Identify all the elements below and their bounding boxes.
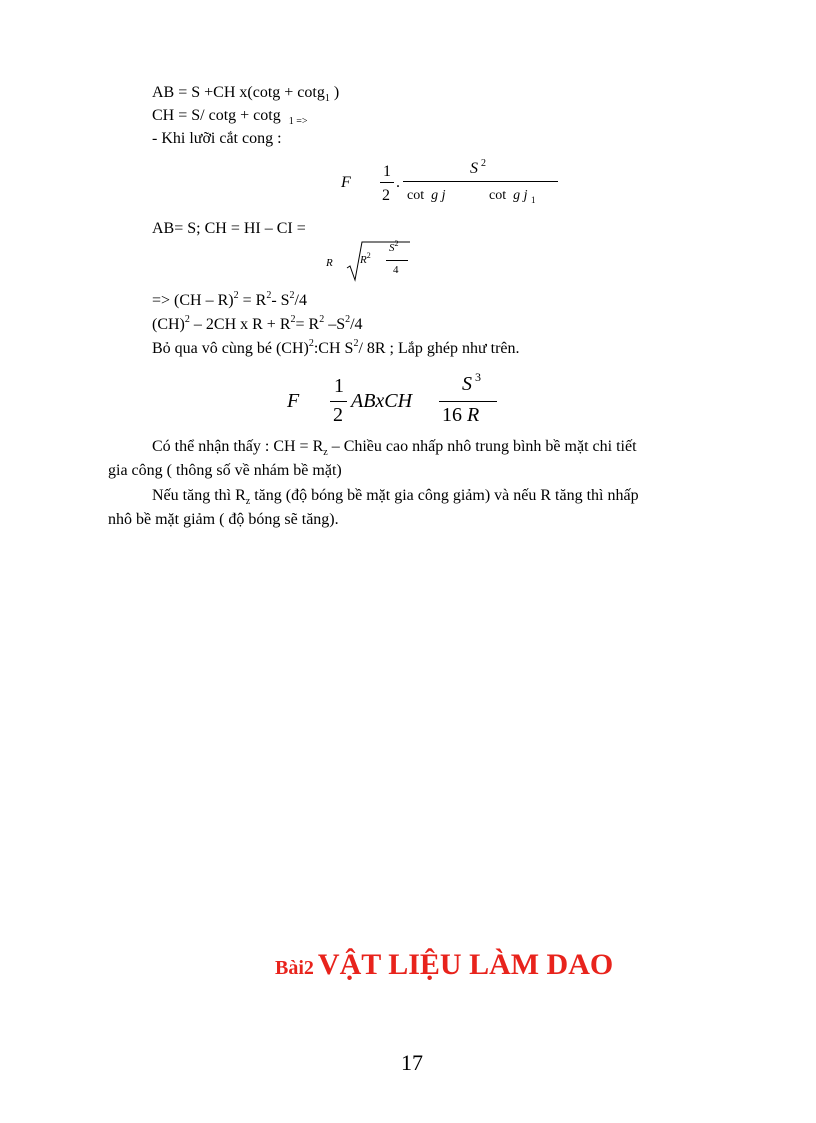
page-number: 17	[401, 1050, 423, 1075]
paragraph-rz-cont: gia công ( thông số về nhám bề mặt)	[108, 462, 342, 479]
paragraph-rz: Có thể nhận thấy : CH = $R_z$ – Chiều cao nhấp nhô trung bình bề mặt chi tiết	[152, 438, 637, 458]
equation-ab-s: AB= S; CH = HI – CI =	[152, 220, 306, 237]
equation-ch-squared: (CH)$^2$ – 2CH x $R + R^2= R^2$ $-S^2/4$	[152, 314, 363, 333]
paragraph-r-increase: Nếu tăng thì $R_z$ tăng (độ bóng bề mặt gia công giảm) và nếu R tăng thì nhấp	[152, 487, 639, 507]
sqrt-icon	[346, 240, 412, 284]
text-curved-edge: - Khi lưỡi cắt cong :	[152, 130, 282, 147]
section-title: Bài2 VẬT LIỆU LÀM DAO	[275, 948, 614, 981]
equation-ch-r: => $(CH - R)^2 = R^2-$ $S^2/4$	[152, 290, 307, 309]
equation-ch: CH = S/ cotg + cotg $_{1 =>}$	[152, 107, 308, 127]
paragraph-r-increase-cont: nhô bề mặt giảm ( độ bóng sẽ tăng).	[108, 511, 339, 528]
text-neglect: Bỏ qua vô cùng bé (CH)$^2$:CH $S^2/$ 8R ; Lắp ghép như trên.	[152, 338, 520, 357]
equation-ab: AB = S +CH x(cotg + cotg$_1$ )	[152, 84, 340, 104]
